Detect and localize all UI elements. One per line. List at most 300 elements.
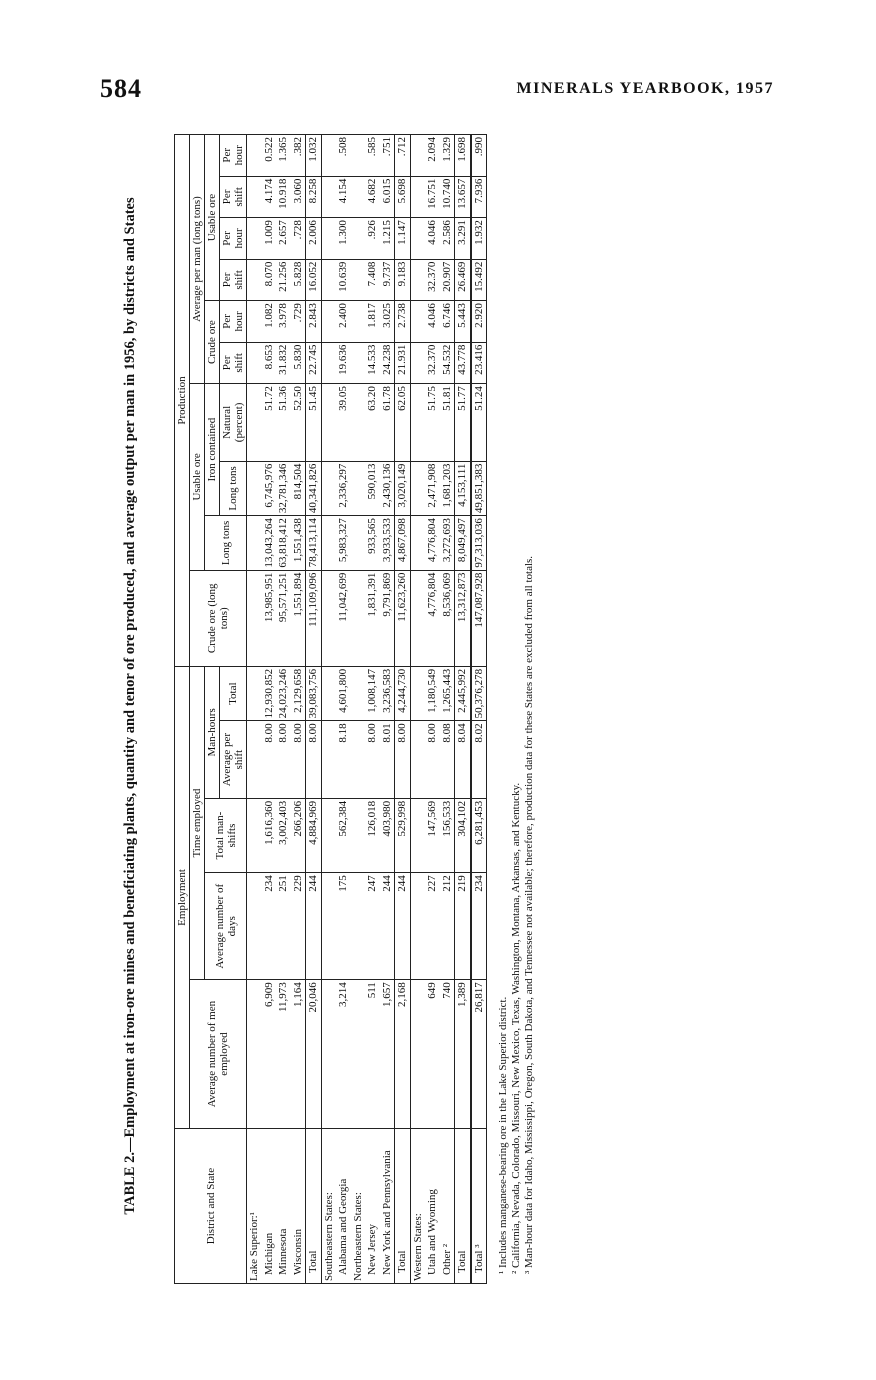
footnote-1: ¹ Includes manganese-bearing ore in the Lake Superior district. [497, 996, 509, 1274]
header-avg-per-man: Average per man (long tons) [190, 135, 205, 384]
table-cell: 51.77 [455, 384, 471, 462]
table-cell [410, 135, 425, 177]
table-cell: 8,049,497 [455, 516, 471, 571]
table-cell [247, 721, 262, 798]
table-cell: 1,180,549 [425, 666, 440, 721]
table-row [336, 135, 351, 1284]
table-cell [351, 516, 366, 571]
table-cell: 227 [425, 873, 440, 980]
header-manhours: Man-hours [205, 666, 220, 798]
table-cell: 229 [291, 873, 306, 980]
table-cell: 3.978 [276, 301, 291, 343]
table-cell: 814,504 [291, 461, 306, 516]
table-cell [410, 570, 425, 666]
table-cell [321, 873, 336, 980]
table-cell: .508 [336, 135, 351, 177]
table-title: TABLE 2.—Employment at iron-ore mines and beneficiating plants, quantity and tenor of ore produced, and average output per man in 1956, by districts and States [122, 197, 138, 1215]
table-cell: 1.932 [471, 218, 487, 260]
table-cell: 126,018 [365, 798, 380, 872]
table-cell: 156,533 [440, 798, 455, 872]
table-row [291, 135, 306, 1284]
table-cell: 8.00 [425, 721, 440, 798]
row-label: Northeastern States: [351, 1129, 366, 1284]
table-cell: 8.18 [336, 721, 351, 798]
table-cell: 15.492 [471, 259, 487, 300]
table-cell [351, 218, 366, 260]
table-cell: 51.36 [276, 384, 291, 462]
table-cell: 32,781,346 [276, 461, 291, 516]
table-cell: 529,998 [395, 798, 411, 872]
table-cell [321, 218, 336, 260]
table-cell: 21.931 [395, 342, 411, 383]
table-cell: 20,046 [306, 980, 322, 1129]
table-cell [410, 218, 425, 260]
table-cell: 5.443 [455, 301, 471, 343]
table-cell: 43.778 [455, 342, 471, 383]
table-row [380, 135, 395, 1284]
table-cell: 5.698 [395, 176, 411, 217]
header-iron-per-hour: Per hour [220, 135, 247, 177]
header-district: District and State [175, 1129, 247, 1284]
table-cell [247, 176, 262, 217]
data-table [174, 134, 487, 1284]
table-cell: 4,244,730 [395, 666, 411, 721]
header-production: Production [175, 135, 190, 667]
table-group-row [410, 135, 425, 1284]
table-cell: 234 [262, 873, 277, 980]
row-label: Wisconsin [291, 1129, 306, 1284]
table-cell: 4,601,800 [336, 666, 351, 721]
footnote-2: ² California, Nevada, Colorado, Missouri, New Mexico, Texas, Washington, Montana, Arkansas, and Kentucky. [510, 782, 522, 1274]
table-cell: 40,341,826 [306, 461, 322, 516]
table-cell: .382 [291, 135, 306, 177]
header-time-employed: Time employed [190, 666, 205, 979]
table-cell: .585 [365, 135, 380, 177]
table-cell [351, 301, 366, 343]
table-cell: 244 [395, 873, 411, 980]
table-cell: 24.238 [380, 342, 395, 383]
table-cell: 2,129,658 [291, 666, 306, 721]
table-cell: 3.291 [455, 218, 471, 260]
table-cell: 244 [380, 873, 395, 980]
table-cell [351, 461, 366, 516]
header-manhours-total: Total [220, 666, 247, 721]
table-cell: 31.832 [276, 342, 291, 383]
table-cell: 78,413,114 [306, 516, 322, 571]
header-usable-long-tons: Long tons [205, 516, 247, 571]
header-crude-per-shift: Per shift [220, 342, 247, 383]
table-cell: 2.843 [306, 301, 322, 343]
table-cell: .926 [365, 218, 380, 260]
table-cell [410, 873, 425, 980]
table-cell: 13,312,873 [455, 570, 471, 666]
row-label: Michigan [262, 1129, 277, 1284]
table-cell [321, 176, 336, 217]
table-row [276, 135, 291, 1284]
table-cell: 16.052 [306, 259, 322, 300]
table-cell: 1,616,360 [262, 798, 277, 872]
table-cell: 2,430,136 [380, 461, 395, 516]
table-cell: 11,623,260 [395, 570, 411, 666]
table-cell: 6,745,976 [262, 461, 277, 516]
header-crude-ore: Crude ore (long tons) [190, 570, 247, 666]
table-cell [351, 259, 366, 300]
row-label: Total [395, 1129, 411, 1284]
table-cell [321, 259, 336, 300]
table-cell: 61.78 [380, 384, 395, 462]
table-cell: 304,102 [455, 798, 471, 872]
table-cell: 1.300 [336, 218, 351, 260]
table-cell [410, 384, 425, 462]
table-cell: 8,536,069 [440, 570, 455, 666]
table-cell: 7.408 [365, 259, 380, 300]
table-cell: 234 [471, 873, 487, 980]
table-cell: 3,236,583 [380, 666, 395, 721]
table-cell: 6,909 [262, 980, 277, 1129]
table-cell: 54.532 [440, 342, 455, 383]
table-cell [351, 873, 366, 980]
table-cell: 10.639 [336, 259, 351, 300]
table-cell: 51.24 [471, 384, 487, 462]
table-cell: 2.094 [425, 135, 440, 177]
table-cell [410, 342, 425, 383]
table-cell: 1.817 [365, 301, 380, 343]
table-cell: 32.370 [425, 342, 440, 383]
table-cell: 1,389 [455, 980, 471, 1129]
header-natural: Natural (percent) [220, 384, 247, 462]
table-cell: 10.740 [440, 176, 455, 217]
table-cell: 3,214 [336, 980, 351, 1129]
table-cell: 21.256 [276, 259, 291, 300]
header-men: Average number of men employed [190, 980, 247, 1129]
table-cell: 6.746 [440, 301, 455, 343]
table-cell [410, 176, 425, 217]
table-cell [410, 461, 425, 516]
table-row [425, 135, 440, 1284]
table-cell: 1,551,438 [291, 516, 306, 571]
table-cell: 2.738 [395, 301, 411, 343]
table-cell: 13,985,951 [262, 570, 277, 666]
table-cell [247, 461, 262, 516]
table-group-row [351, 135, 366, 1284]
table-cell: 2,471,908 [425, 461, 440, 516]
header-manshifts: Total man-shifts [205, 798, 247, 872]
table-cell: 4.046 [425, 301, 440, 343]
table-cell: 4,776,804 [425, 570, 440, 666]
table-cell [247, 135, 262, 177]
table-cell: 16.751 [425, 176, 440, 217]
table-cell [410, 980, 425, 1129]
table-total-row [455, 135, 471, 1284]
header-iron-long-tons: Long tons [220, 461, 247, 516]
running-head: MINERALS YEARBOOK, 1957 [516, 80, 774, 97]
table-cell: 97,313,036 [471, 516, 487, 571]
table-cell [321, 721, 336, 798]
table-cell: 1,657 [380, 980, 395, 1129]
table-cell: 4,776,804 [425, 516, 440, 571]
table-cell: 51.72 [262, 384, 277, 462]
table-cell [247, 570, 262, 666]
table-cell: 8.04 [455, 721, 471, 798]
header-usable-per-hour: Per hour [220, 218, 247, 260]
row-label: Total [306, 1129, 322, 1284]
table-cell: 3,020,149 [395, 461, 411, 516]
table-cell [321, 516, 336, 571]
table-row [262, 135, 277, 1284]
table-cell [247, 666, 262, 721]
table-cell [247, 384, 262, 462]
table-cell: 6.015 [380, 176, 395, 217]
table-cell: 562,384 [336, 798, 351, 872]
table-cell: 1,831,391 [365, 570, 380, 666]
rotated-table-block [90, 122, 780, 1290]
table-cell: 4.682 [365, 176, 380, 217]
row-label: New York and Pennsylvania [380, 1129, 395, 1284]
table-cell: 26,817 [471, 980, 487, 1129]
table-cell: 4,153,111 [455, 461, 471, 516]
row-label: Minnesota [276, 1129, 291, 1284]
table-cell: 8.070 [262, 259, 277, 300]
table-cell: 1.329 [440, 135, 455, 177]
table-cell: 26.469 [455, 259, 471, 300]
table-cell: 2.920 [471, 301, 487, 343]
table-cell: 50,376,278 [471, 666, 487, 721]
table-cell: 2.657 [276, 218, 291, 260]
table-cell [351, 135, 366, 177]
table-cell: 0.522 [262, 135, 277, 177]
table-cell [410, 259, 425, 300]
table-cell: 32.370 [425, 259, 440, 300]
table-cell [351, 980, 366, 1129]
table-cell: 39.05 [336, 384, 351, 462]
table-cell: .728 [291, 218, 306, 260]
table-cell: 11,973 [276, 980, 291, 1129]
table-cell: 511 [365, 980, 380, 1129]
table-cell: 1,164 [291, 980, 306, 1129]
table-cell [247, 980, 262, 1129]
table-cell: 8.00 [306, 721, 322, 798]
table-group-row [321, 135, 336, 1284]
table-cell [321, 798, 336, 872]
table-cell [351, 570, 366, 666]
table-cell: 8.01 [380, 721, 395, 798]
table-cell [321, 570, 336, 666]
row-label: Other ² [440, 1129, 455, 1284]
table-cell: 1,265,443 [440, 666, 455, 721]
header-crude-per-hour: Per hour [220, 301, 247, 343]
table-cell: 212 [440, 873, 455, 980]
table-cell: 51.75 [425, 384, 440, 462]
table-cell: 8.00 [395, 721, 411, 798]
table-cell: 1.365 [276, 135, 291, 177]
table-cell: .712 [395, 135, 411, 177]
table-cell [351, 666, 366, 721]
table-cell [351, 384, 366, 462]
table-group-row [247, 135, 262, 1284]
table-cell [247, 301, 262, 343]
table-cell: 3.025 [380, 301, 395, 343]
table-cell: 8.653 [262, 342, 277, 383]
table-cell: 4,867,098 [395, 516, 411, 571]
row-label: Lake Superior:¹ [247, 1129, 262, 1284]
table-cell: 4,884,969 [306, 798, 322, 872]
table-cell: 403,980 [380, 798, 395, 872]
table-cell: 590,013 [365, 461, 380, 516]
table-cell: 1,008,147 [365, 666, 380, 721]
table-cell: 95,571,251 [276, 570, 291, 666]
table-cell: 2,336,297 [336, 461, 351, 516]
table-cell: 175 [336, 873, 351, 980]
table-cell: 5.830 [291, 342, 306, 383]
header-employment: Employment [175, 666, 190, 1128]
table-cell: 39,083,756 [306, 666, 322, 721]
table-cell: 3,272,693 [440, 516, 455, 571]
table-cell: 1.082 [262, 301, 277, 343]
table-cell [247, 342, 262, 383]
table-cell: 649 [425, 980, 440, 1129]
table-cell: 1.698 [455, 135, 471, 177]
table-cell: 933,565 [365, 516, 380, 571]
header-apm-crude: Crude ore [205, 301, 220, 384]
table-cell [410, 721, 425, 798]
table-cell: 51.45 [306, 384, 322, 462]
row-label: Alabama and Georgia [336, 1129, 351, 1284]
table-cell: 3,933,533 [380, 516, 395, 571]
table-cell: 10.918 [276, 176, 291, 217]
table-cell: 51.81 [440, 384, 455, 462]
table-cell [247, 259, 262, 300]
table-cell [247, 516, 262, 571]
table-cell: 14.533 [365, 342, 380, 383]
table-cell: 7.936 [471, 176, 487, 217]
table-cell: 1,681,203 [440, 461, 455, 516]
table-cell [351, 176, 366, 217]
table-cell: 1.032 [306, 135, 322, 177]
table-cell: 251 [276, 873, 291, 980]
row-label: Utah and Wyoming [425, 1129, 440, 1284]
table-row [440, 135, 455, 1284]
row-label: Total ³ [471, 1129, 487, 1284]
table-cell: 1.147 [395, 218, 411, 260]
table-cell: 244 [306, 873, 322, 980]
table-cell: 8.02 [471, 721, 487, 798]
table-cell: 22.745 [306, 342, 322, 383]
table-cell: 6,281,453 [471, 798, 487, 872]
table-cell: 9.183 [395, 259, 411, 300]
table-cell [321, 301, 336, 343]
table-cell: 147,569 [425, 798, 440, 872]
row-label: New Jersey [365, 1129, 380, 1284]
table-cell: 8.08 [440, 721, 455, 798]
table-cell: 13.657 [455, 176, 471, 217]
header-usable-per-shift: Per shift [220, 259, 247, 300]
table-cell: 1.009 [262, 218, 277, 260]
table-total-row [395, 135, 411, 1284]
footnotes [497, 122, 536, 1274]
header-usable-ore: Usable ore [190, 384, 205, 571]
table-cell: 2,168 [395, 980, 411, 1129]
table-cell: 52.50 [291, 384, 306, 462]
table-cell: 63,818,412 [276, 516, 291, 571]
table-cell: 4.174 [262, 176, 277, 217]
table-cell [321, 461, 336, 516]
table-cell: 8.00 [276, 721, 291, 798]
footnote-3: ³ Man-hour data for Idaho, Mississippi, Oregon, South Dakota, and Tennessee not available; therefore, production data for these States are excluded from all totals. [523, 555, 535, 1274]
table-cell: 13,043,264 [262, 516, 277, 571]
table-cell: 12,930,852 [262, 666, 277, 721]
table-cell: 23.416 [471, 342, 487, 383]
table-cell: 2.586 [440, 218, 455, 260]
table-cell [351, 342, 366, 383]
table-cell: 111,109,096 [306, 570, 322, 666]
table-total-row [471, 135, 487, 1284]
header-iron-per-shift: Per shift [220, 176, 247, 217]
table-cell: .751 [380, 135, 395, 177]
table-cell: .729 [291, 301, 306, 343]
table-row [365, 135, 380, 1284]
table-cell [410, 516, 425, 571]
table-cell: 4.046 [425, 218, 440, 260]
table-cell: 49,851,383 [471, 461, 487, 516]
table-cell [247, 218, 262, 260]
table-total-row [306, 135, 322, 1284]
table-cell: 11,042,699 [336, 570, 351, 666]
table-cell: 8.258 [306, 176, 322, 217]
table-cell: 8.00 [262, 721, 277, 798]
table-cell [247, 798, 262, 872]
table-cell: 5,983,327 [336, 516, 351, 571]
table-cell: 19.636 [336, 342, 351, 383]
table-cell: 2,445,992 [455, 666, 471, 721]
table-cell: 9.737 [380, 259, 395, 300]
table-cell: 63.20 [365, 384, 380, 462]
table-cell: 1.215 [380, 218, 395, 260]
table-cell [247, 873, 262, 980]
table-cell: 3,002,403 [276, 798, 291, 872]
table-cell [321, 666, 336, 721]
table-cell: 247 [365, 873, 380, 980]
header-days: Average number of days [205, 873, 247, 980]
header-iron-contained: Iron contained [205, 384, 220, 516]
page-number: 584 [100, 74, 142, 103]
table-cell [351, 721, 366, 798]
table-cell: 4.154 [336, 176, 351, 217]
table-cell [321, 384, 336, 462]
row-label: Total [455, 1129, 471, 1284]
table-cell [321, 980, 336, 1129]
table-cell: 2.006 [306, 218, 322, 260]
table-cell: .990 [471, 135, 487, 177]
table-cell [410, 798, 425, 872]
table-cell: 2.400 [336, 301, 351, 343]
table-cell [410, 666, 425, 721]
table-cell: 8.00 [291, 721, 306, 798]
table-cell: 24,023,246 [276, 666, 291, 721]
table-cell: 8.00 [365, 721, 380, 798]
table-cell: 62.05 [395, 384, 411, 462]
table-cell: 219 [455, 873, 471, 980]
row-label: Southeastern States: [321, 1129, 336, 1284]
table-cell: 740 [440, 980, 455, 1129]
header-apm-usable: Usable ore [205, 135, 220, 301]
table-cell: 5.828 [291, 259, 306, 300]
table-cell: 266,206 [291, 798, 306, 872]
table-cell: 9,791,869 [380, 570, 395, 666]
table-cell: 3.060 [291, 176, 306, 217]
table-cell: 1,551,894 [291, 570, 306, 666]
table-cell: 20.907 [440, 259, 455, 300]
header-avg-per-shift: Average per shift [220, 721, 247, 798]
